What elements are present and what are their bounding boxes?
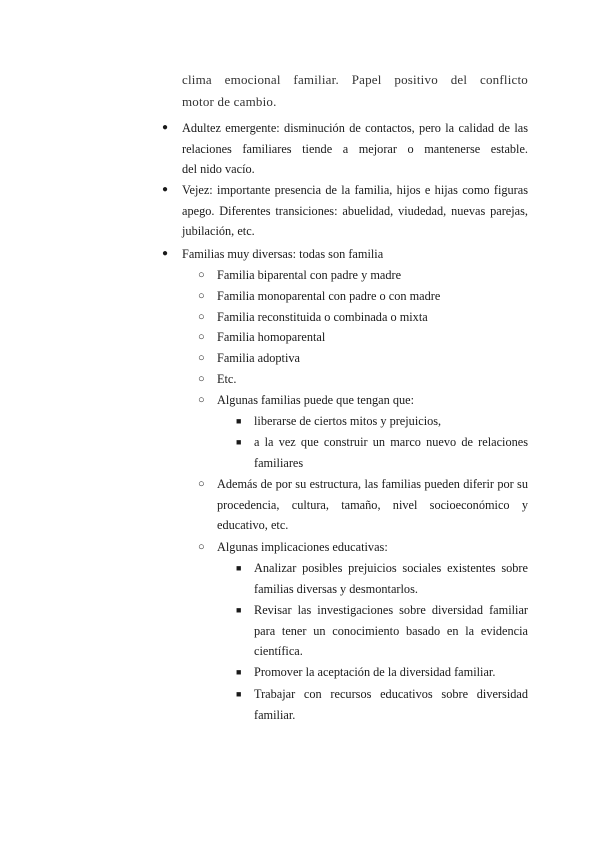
bullet-circle-icon: ○ [198, 352, 205, 364]
bullet-circle-icon: ○ [198, 541, 205, 553]
item-line: apego. Diferentes transiciones: abuelidad, viudedad, nuevas parejas, [182, 203, 528, 218]
sub-item-family-type [217, 348, 528, 369]
sub-sub-item [254, 684, 528, 725]
item-line: Algunas familias puede que tengan que: [217, 393, 415, 407]
intro-line: motor de cambio. [182, 94, 277, 109]
item-line: del nido vacío. [182, 162, 255, 177]
bullet-circle-icon: ○ [198, 331, 205, 343]
sub-item-family-type [217, 327, 528, 348]
sub-sub-item [254, 411, 528, 432]
list-item-adultez [182, 118, 528, 180]
sub-sub-item [254, 558, 528, 599]
item-line: familiares [254, 455, 304, 470]
item-line: para tener un conocimiento basado en la evidencia [254, 623, 528, 638]
item-line: procedencia, cultura, tamaño, nivel socioeconómico y [217, 497, 528, 512]
item-line: Además de por su estructura, las familias pueden diferir por su [217, 477, 528, 491]
bullet-disc-icon: ● [162, 122, 169, 133]
item-line: Vejez: importante presencia de la familia, hijos e hijas como figuras [182, 183, 528, 197]
item-line: científica. [254, 644, 303, 659]
bullet-circle-icon: ○ [198, 311, 205, 323]
item-line: liberarse de ciertos mitos y prejuicios, [254, 414, 442, 428]
intro-paragraph [182, 69, 528, 113]
item-line: Promover la aceptación de la diversidad familiar. [254, 665, 496, 679]
bullet-circle-icon: ○ [198, 290, 205, 302]
item-line: Familia biparental con padre y madre [217, 268, 402, 282]
item-line: relaciones familiares tiende a mejorar o mantenerse estable. [182, 141, 528, 156]
sub-item-implicaciones [217, 537, 528, 558]
item-line: familiar. [254, 707, 296, 722]
item-line: Familia adoptiva [217, 351, 300, 365]
bullet-circle-icon: ○ [198, 478, 205, 490]
sub-item-family-type [217, 265, 528, 286]
sub-item-ademas [217, 474, 528, 536]
item-line: educativo, etc. [217, 518, 289, 533]
sub-sub-item [254, 432, 528, 473]
bullet-disc-icon: ● [162, 184, 169, 195]
bullet-square-icon: ■ [236, 667, 242, 677]
item-line: Analizar posibles prejuicios sociales existentes sobre [254, 561, 528, 575]
item-line: Adultez emergente: disminución de contactos, pero la calidad de las [182, 121, 528, 135]
intro-line: clima emocional familiar. Papel positivo del conflicto [182, 72, 528, 87]
item-line: jubilación, etc. [182, 224, 255, 239]
item-line: Etc. [217, 372, 237, 386]
bullet-square-icon: ■ [236, 563, 242, 573]
bullet-square-icon: ■ [236, 689, 242, 699]
bullet-circle-icon: ○ [198, 394, 205, 406]
item-line: familias diversas y desmontarlos. [254, 581, 418, 596]
item-line: Revisar las investigaciones sobre diversidad familiar [254, 603, 528, 617]
bullet-square-icon: ■ [236, 437, 242, 447]
bullet-square-icon: ■ [236, 605, 242, 615]
sub-sub-item [254, 600, 528, 662]
sub-item-family-type [217, 307, 528, 328]
item-line: Algunas implicaciones educativas: [217, 540, 388, 554]
sub-sub-item [254, 662, 528, 683]
list-item-vejez [182, 180, 528, 242]
sub-item-algunas-familias [217, 390, 528, 411]
list-item-familias [182, 244, 528, 265]
bullet-circle-icon: ○ [198, 269, 205, 281]
bullet-square-icon: ■ [236, 416, 242, 426]
sub-item-family-type [217, 286, 528, 307]
item-line: Trabajar con recursos educativos sobre diversidad [254, 687, 528, 701]
item-line: Familia homoparental [217, 330, 326, 344]
bullet-circle-icon: ○ [198, 373, 205, 385]
item-line: Familia reconstituida o combinada o mixta [217, 310, 428, 324]
item-line: Familias muy diversas: todas son familia [182, 247, 384, 261]
sub-item-family-type [217, 369, 528, 390]
bullet-disc-icon: ● [162, 248, 169, 259]
item-line: a la vez que construir un marco nuevo de relaciones [254, 435, 528, 449]
item-line: Familia monoparental con padre o con madre [217, 289, 441, 303]
